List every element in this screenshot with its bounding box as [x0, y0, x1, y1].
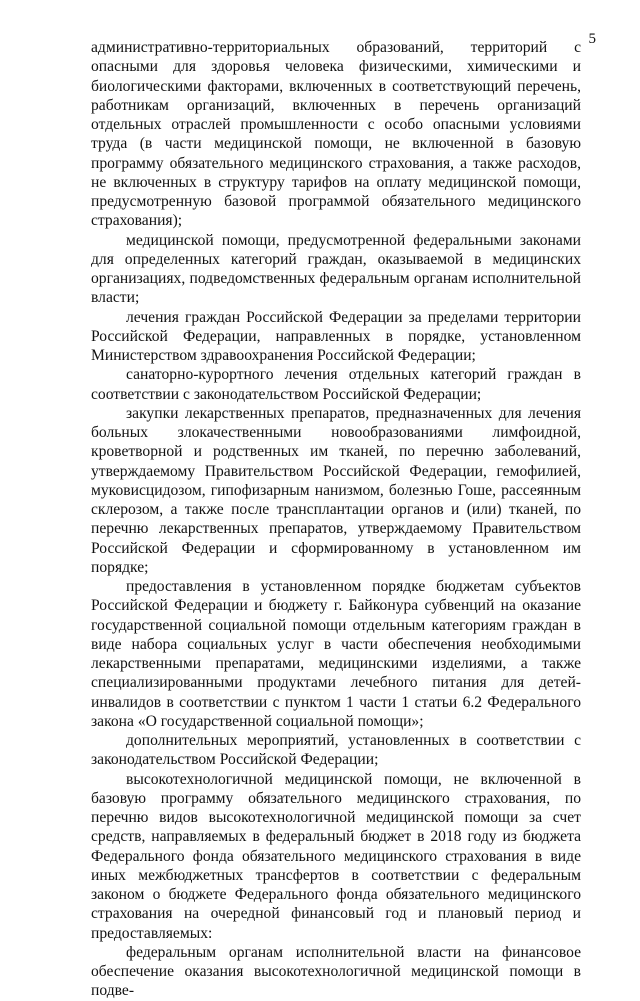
paragraph-federal-bodies: федеральным органам исполнительной власти на финансовое обеспечение оказания высокотехнологичной медицинской помощи в подве-	[91, 943, 581, 1000]
paragraph-sanatorium-treatment: санаторно-курортного лечения отдельных категорий граждан в соответствии с законодательством Российской Федерации;	[91, 366, 581, 403]
paragraph-subventions: предоставления в установленном порядке бюджетам субъектов Российской Федерации и бюджету г. Байконура субвенций на оказание государственной социальной помощи отдельным категориям граждан в виде набора социальных услуг в части обеспечения необходимыми лекарственными препаратами, медицинскими изделиями, а также специализированными продуктами лечебного питания для детей-инвалидов в соответствии с пунктом 1 части 1 статьи 6.2 Федерального закона «О государственной социальной помощи»;	[91, 578, 581, 730]
paragraph-additional-measures: дополнительных мероприятий, установленных в соответствии с законодательством Российской Федерации;	[91, 732, 581, 769]
paragraph-federal-laws-care: медицинской помощи, предусмотренной федеральными законами для определенных категорий граждан, оказываемой в медицинских организациях, подведомственных федеральным органам исполнительной власти;	[91, 231, 581, 307]
document-body	[91, 38, 581, 1001]
paragraph-treatment-abroad: лечения граждан Российской Федерации за пределами территории Российской Федерации, направленных в порядке, установленном Министерством здравоохранения Российской Федерации;	[91, 308, 581, 364]
paragraph-drug-procurement: закупки лекарственных препаратов, предназначенных для лечения больных злокачественными новообразованиями лимфоидной, кроветворной и родственных им тканей, по перечню заболеваний, утверждаемому Правительством Российской Федерации, гемофилией, муковисцидозом, гипофизарным нанизмом, болезнью Гоше, рассеянным склерозом, а также после трансплантации органов и (или) тканей, по перечню лекарственных препаратов, утверждаемому Правительством Российской Федерации и сформированному в установленном им порядке;	[91, 404, 581, 576]
paragraph-high-tech-care: высокотехнологичной медицинской помощи, не включенной в базовую программу обязательного медицинского страхования, по перечню видов высокотехнологичной медицинской помощи за счет средств, направляемых в федеральный бюджет в 2018 году из бюджета Федерального фонда обязательного медицинского страхования в виде иных межбюджетных трансфертов в соответствии с федеральным законом о бюджете Федерального фонда обязательного медицинского страхования на очередной финансовый год и плановый период и предоставляемых:	[91, 770, 581, 942]
page-number: 5	[588, 31, 596, 47]
paragraph-continuation: административно-территориальных образований, территорий с опасными для здоровья человека физическими, химическими и биологическими факторами, включенных в соответствующий перечень, работникам организаций, включенных в перечень организаций отдельных отраслей промышленности с особо опасными условиями труда (в части медицинской помощи, не включенной в базовую программу обязательного медицинского страхования, а также расходов, не включенных в структуру тарифов на оплату медицинской помощи, предусмотренную базовой программой обязательного медицинского страхования);	[91, 39, 581, 230]
